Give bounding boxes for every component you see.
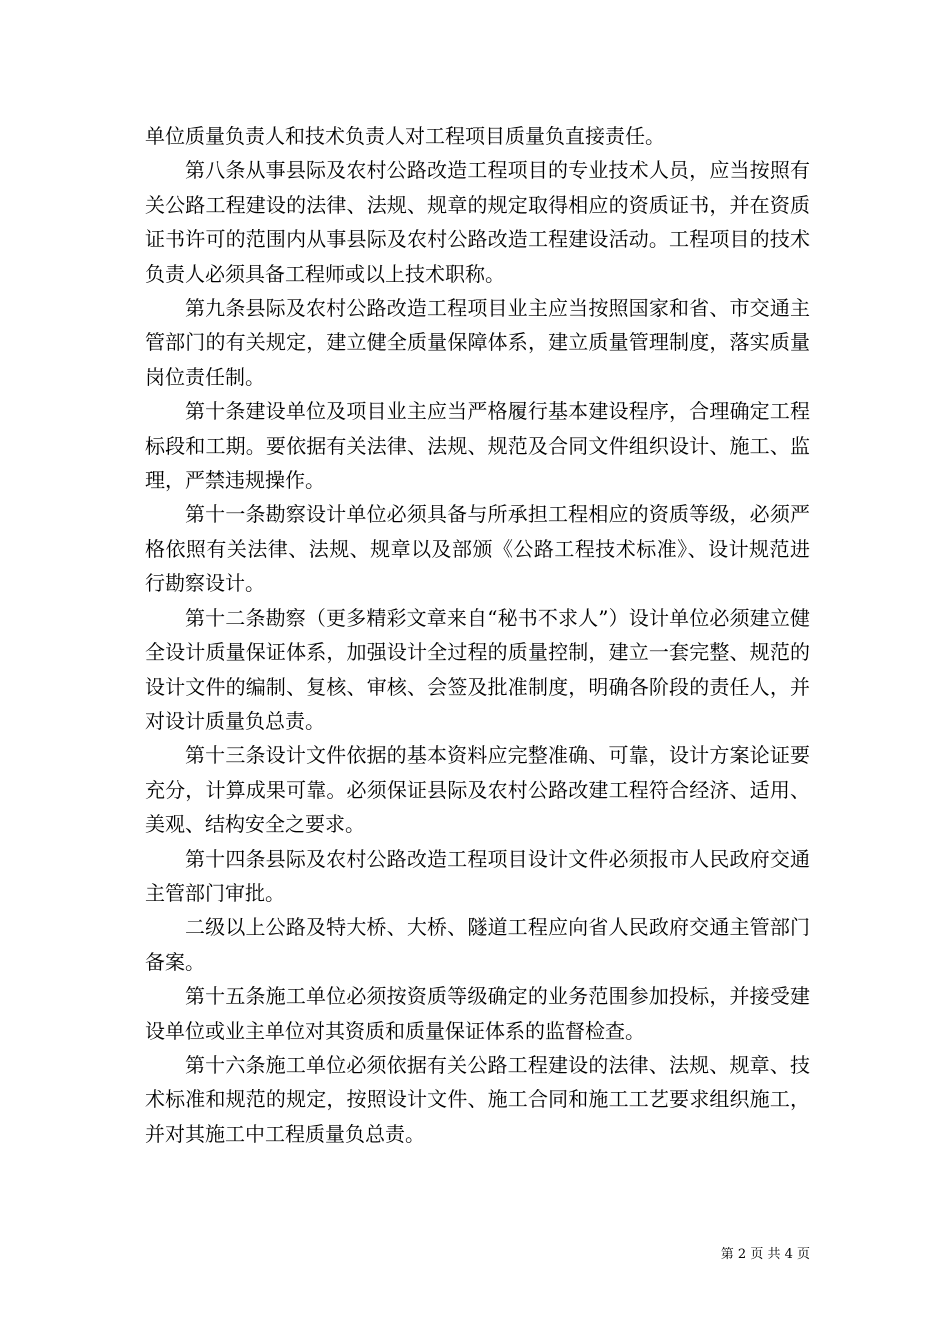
paragraph-article-13: 第十三条设计文件依据的基本资料应完整准确、可靠，设计方案论证要充分，计算成果可靠。必须保证县际及农村公路改建工程符合经济、适用、美观、结构安全之要求。 [145,743,810,837]
paragraph-article-9: 第九条县际及农村公路改造工程项目业主应当按照国家和省、市交通主管部门的有关规定，建立健全质量保障体系，建立质量管理制度，落实质量岗位责任制。 [145,296,810,389]
body-text [145,119,810,1151]
paragraph-continuation: 单位质量负责人和技术负责人对工程项目质量负直接责任。 [145,124,665,148]
paragraph-article-14: 第十四条县际及农村公路改造工程项目设计文件必须报市人民政府交通主管部门审批。 [145,846,810,905]
paragraph-article-8: 第八条从事县际及农村公路改造工程项目的专业技术人员，应当按照有关公路工程建设的法律、法规、规章的规定取得相应的资质证书，并在资质证书许可的范围内从事县际及农村公路改造工程建设活动。工程项目的技术负责人必须具备工程师或以上技术职称。 [145,158,810,286]
paragraph-article-12: 第十二条勘察（更多精彩文章来自“秘书不求人”）设计单位必须建立健全设计质量保证体系，加强设计全过程的质量控制，建立一套完整、规范的设计文件的编制、复核、审核、会签及批准制度，明确各阶段的责任人，并对设计质量负总责。 [145,605,810,733]
paragraph-article-11: 第十一条勘察设计单位必须具备与所承担工程相应的资质等级，必须严格依照有关法律、法规、规章以及部颁《公路工程技术标准》、设计规范进行勘察设计。 [145,502,810,596]
paragraph-article-14-note: 二级以上公路及特大桥、大桥、隧道工程应向省人民政府交通主管部门备案。 [145,915,810,974]
page-number-footer: 第 2 页 共 4 页 [720,1247,810,1262]
paragraph-article-10: 第十条建设单位及项目业主应当严格履行基本建设程序，合理确定工程标段和工期。要依据有关法律、法规、规范及合同文件组织设计、施工、监理，严禁违规操作。 [145,399,810,493]
paragraph-article-16: 第十六条施工单位必须依据有关公路工程建设的法律、法规、规章、技术标准和规范的规定，按照设计文件、施工合同和施工工艺要求组织施工，并对其施工中工程质量负总责。 [145,1052,810,1146]
paragraph-article-15: 第十五条施工单位必须按资质等级确定的业务范围参加投标，并接受建设单位或业主单位对其资质和质量保证体系的监督检查。 [145,984,810,1043]
